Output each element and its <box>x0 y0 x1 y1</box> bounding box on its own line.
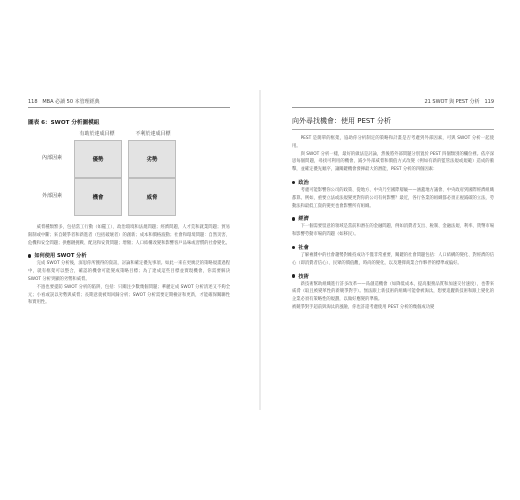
swot-row-external: 外部因素 <box>41 193 62 199</box>
pest-item-political-heading <box>292 179 494 186</box>
swot-col-harmful: 不利於達成目標 <box>135 131 171 137</box>
swot-threat-cell: 威脅 <box>128 178 176 216</box>
bullet-dot-icon <box>292 217 295 220</box>
pest-item-title: 經濟 <box>298 216 309 223</box>
pest-item-text: 了解複雜中的社會趨勢對維持成功不僅非常重要，關鍵的社會問題包括：人口結構的變化、對經濟的信心（即消費者信心）、民眾的價值觀，時尚的變化，以及選擇商業合作夥伴的標準或偏好。 <box>292 252 494 266</box>
left-page-number: 118 <box>28 99 38 105</box>
swot-opportunity-cell: 機會 <box>74 178 122 216</box>
pest-item-title: 政治 <box>298 179 309 186</box>
left-page <box>28 98 230 398</box>
bullet-dot-icon <box>28 254 31 257</box>
pest-intro-2: 與 SWOT 分析一樣，最好的做法是討論，然後將外部問題分別置於 PEST 四個類別的欄位裡。依序深思每個問題，尋找可利用的機會，減少外部威脅和價值方式改變（例如有新的監管法規或規範）造成的衝擊，並確定優先順序，讓關鍵機會發揮最大的潛能，PEST 分析的四個因素： <box>292 151 494 173</box>
left-running-title: MBA 必讀 50 本管理經典 <box>42 99 100 105</box>
book-spine-shadow <box>259 90 261 410</box>
pitfalls-paragraph: 不過也要提防 SWOT 分析的陷阱，包括：只關注少數幾個問題；華麗定成 SWOT 分析清述又不夠全元；小看或誤以劣勢與威脅；長期意義被周回歸分析；SWOT 分析需要定期檢討和更新，才能確保關聯性和實用性。 <box>28 284 230 306</box>
pest-item-economic-heading <box>292 215 494 222</box>
pest-item-title: 技術 <box>298 273 309 280</box>
how-to-heading <box>28 252 230 259</box>
pest-item-technology-heading <box>292 273 494 280</box>
how-to-heading-text: 如何使用 SWOT 分析 <box>34 253 87 260</box>
bullet-dot-icon <box>292 274 295 277</box>
threats-paragraph: 威脅種類繁多，包括當工行動（如罷工）、政治環境和法規問題；經濟問題，人才荒和就業問題；貿易限制或中斷；來自競爭者和新進者（包括破壞者）的創新；成本和價格波動；社會和環境問題：自然災害、危機和安全問題；供應鏈挑戰、配送和安貨問題；增額；人口結構改變和影響客戶品味或習慣的社會變化。 <box>28 225 230 246</box>
bullet-dot-icon <box>292 181 295 184</box>
pest-intro-1: PEST 是簡單的框架，協助你分析制定的策略和計畫是否考慮到外部因素，可與 SWOT 分析一起使用。 <box>292 136 494 149</box>
pest-outro: 被競爭對手超前與淘汰的風險，你也許還考慮使用 PEST 分析的幾個成功變 <box>292 304 435 310</box>
swot-row-internal: 內部因素 <box>41 155 62 161</box>
swot-col-helpful: 有助於達成目標 <box>79 131 115 137</box>
right-running-head <box>292 98 494 108</box>
swot-strength-cell: 優勢 <box>74 140 122 178</box>
swot-diagram <box>28 130 230 218</box>
section-title: 向外尋找機會：使用 PEST 分析 <box>292 116 494 130</box>
pest-item-title: 社會 <box>298 244 309 251</box>
bullet-dot-icon <box>292 246 295 249</box>
swot-weakness-cell: 劣勢 <box>128 140 176 178</box>
pest-item-text: 考慮可能影響你公司的政策、從地方、中央乃至國際層級——涵蓋地方議會、中央政府到國際經濟組織都算。例如，重要立法或法規變更對你的公司有何影響？最近，各行各業的組織都必須正視減碳的立法，勞動法和最低工資的變更也會影響所有組織。 <box>292 187 494 209</box>
pest-item-social-heading <box>292 244 494 251</box>
pest-item-text: 新技術幫助組織進行許多改革——爲創造機會（如降低成本，提高服務品質和加速交付速度），也帶來威脅（取且被變革性的新競爭對手）。無法跟上新技術的組織可能會被淘汰，想要追蹤新技術和跟上變化的企業必須有策略性的規劃，以做好應變的準備。 <box>292 281 494 303</box>
figure-title: 圖表 6：SWOT 分析圖模組 <box>28 120 100 126</box>
how-to-paragraph: 完成 SWOT 分析後，深思你所獲得的資訊，討論和確定優先事項。如此一來在更廣泛的策略規畫過程中，就有框架可以整合，確認的機會可能變成策略目標；為了達成這些目標並實現機會，你需要解決 SWOT 分析突顯的劣勢和威脅。 <box>28 261 230 282</box>
right-page-number: 119 <box>484 99 494 105</box>
left-running-head <box>28 98 230 108</box>
pest-item-text: 下一個需要留意的領域是當前和潛在的金融問題，例如消費者支出、稅制、金融法規、利率、貨幣市場和影響勞動市場的問題（如移民）。 <box>292 224 494 238</box>
right-running-title: 21 SWOT 與 PEST 分析 <box>424 99 480 105</box>
right-page <box>292 98 494 398</box>
